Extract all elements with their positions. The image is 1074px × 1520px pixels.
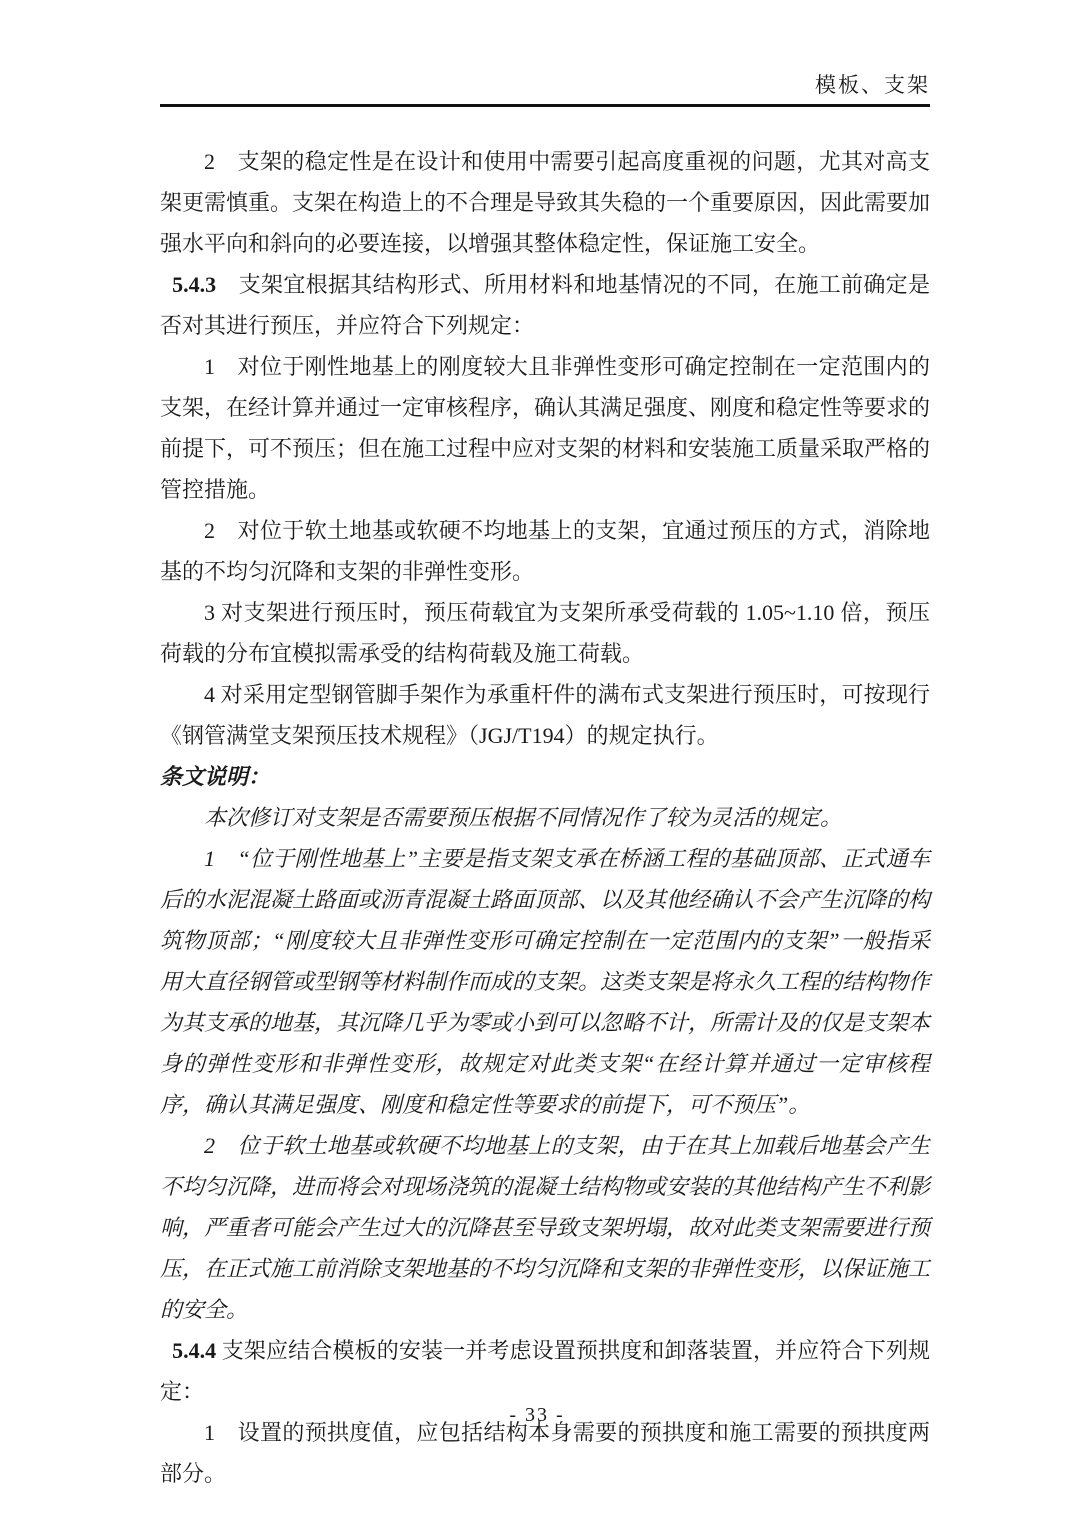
- clause-5-4-3-item-3: 3 对支架进行预压时，预压荷载宜为支架所承受荷载的 1.05~1.10 倍，预压荷载的分布宜模拟需承受的结构荷载及施工荷载。: [160, 600, 930, 666]
- document-body: [160, 107, 930, 1494]
- page-header: [160, 72, 930, 107]
- clause-5-4-3-item-4: 4 对采用定型钢管脚手架作为承重杆件的满布式支架进行预压时，可按现行《钢管满堂支架预压技术规程》（JGJ/T194）的规定执行。: [160, 682, 930, 748]
- clause-number: 5.4.4: [172, 1338, 217, 1363]
- note-intro: 本次修订对支架是否需要预压根据不同情况作了较为灵活的规定。: [204, 805, 843, 830]
- header-section-title: 模板、支架: [815, 73, 930, 97]
- note-heading: 条文说明：: [160, 764, 271, 789]
- clause-5-4-3-item-1: 1 对位于刚性地基上的刚度较大且非弹性变形可确定控制在一定范围内的支架，在经计算并通过一定审核程序，确认其满足强度、刚度和稳定性等要求的前提下，可不预压；但在施工过程中应对支架的材料和安装施工质量采取严格的管控措施。: [160, 354, 931, 502]
- para-item-2-stability: 2 支架的稳定性是在设计和使用中需要引起高度重视的问题，尤其对高支架更需慎重。支架在构造上的不合理是导致其失稳的一个重要原因，因此需要加强水平向和斜向的必要连接，以增强其整体稳定性，保证施工安全。: [160, 149, 931, 256]
- clause-5-4-3-item-2: 2 对位于软土地基或软硬不均地基上的支架，宜通过预压的方式，消除地基的不均匀沉降和支架的非弹性变形。: [160, 518, 930, 584]
- clause-5-4-4-item-1: 1 设置的预拱度值，应包括结构本身需要的预拱度和施工需要的预拱度两部分。: [160, 1420, 930, 1486]
- page-number: - 33 -: [509, 1404, 565, 1426]
- note-item-1: 1 “位于刚性地基上”主要是指支架支承在桥涵工程的基础顶部、正式通车后的水泥混凝土路面或沥青混凝土路面顶部、以及其他经确认不会产生沉降的构筑物顶部；“刚度较大且非弹性变形可确定控制在一定范围内的支架”一般指采用大直径钢管或型钢等材料制作而成的支架。这类支架是将永久工程的结构物作为其支承的地基，其沉降几乎为零或小到可以忽略不计，所需计及的仅是支架本身的弹性变形和非弹性变形，故规定对此类支架“在经计算并通过一定审核程序，确认其满足强度、刚度和稳定性等要求的前提下，可不预压”。: [160, 846, 931, 1117]
- clause-5-4-3: 5.4.3 支架宜根据其结构形式、所用材料和地基情况的不同，在施工前确定是否对其进行预压，并应符合下列规定：: [160, 272, 930, 338]
- note-item-2: 2 位于软土地基或软硬不均地基上的支架，由于在其上加载后地基会产生不均匀沉降，进而将会对现场浇筑的混凝土结构物或安装的其他结构产生不利影响，严重者可能会产生过大的沉降甚至导致支架坍塌，故对此类支架需要进行预压，在正式施工前消除支架地基的不均匀沉降和支架的非弹性变形，以保证施工的安全。: [160, 1133, 931, 1322]
- clause-number: 5.4.3: [172, 272, 217, 297]
- clause-5-4-4: 5.4.4 支架应结合模板的安装一并考虑设置预拱度和卸落装置，并应符合下列规定：: [160, 1338, 930, 1404]
